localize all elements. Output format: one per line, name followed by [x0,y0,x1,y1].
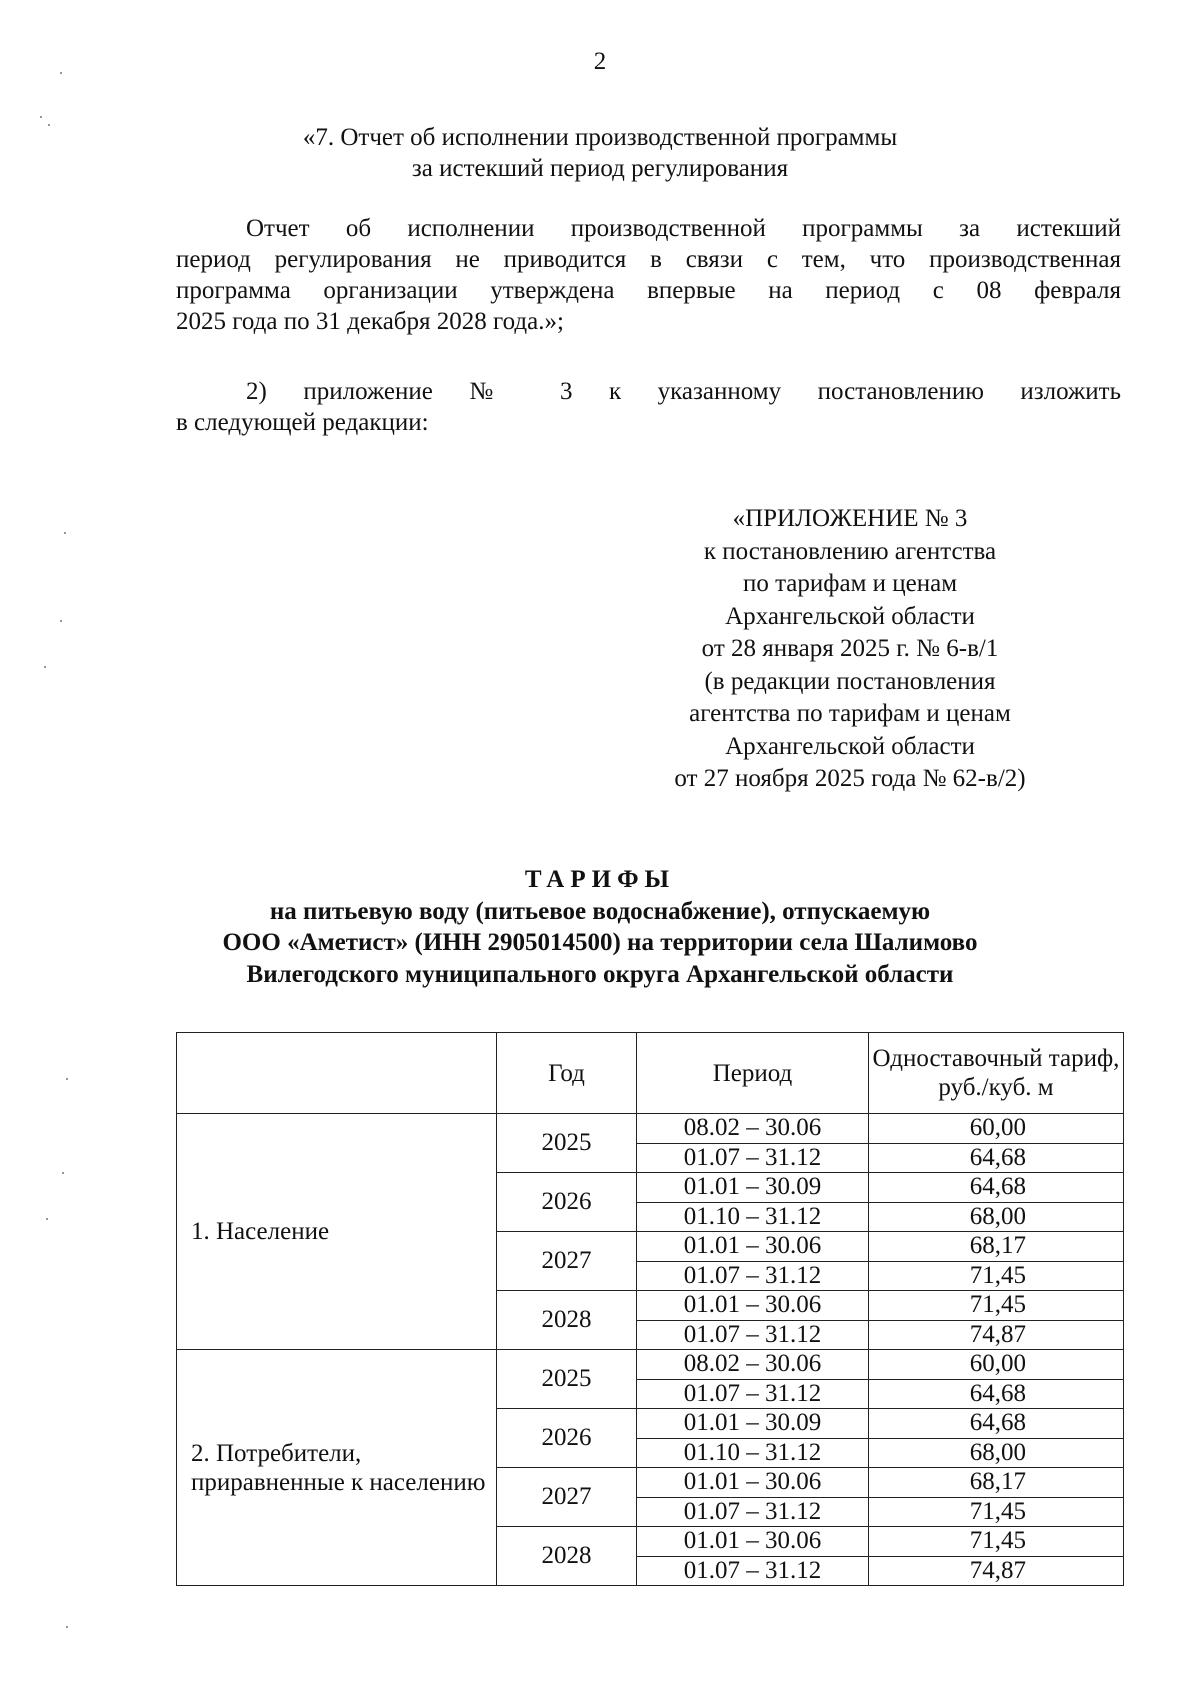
category-cell [177,1114,497,1350]
table-body [177,1114,1124,1586]
year-cell: 2027 [497,1468,637,1527]
appendix-line: Архангельской области [725,732,975,760]
tariff-heading: ТАРИФЫ [524,866,676,893]
header-year: Год [497,1033,637,1114]
year-cell: 2026 [497,1409,637,1468]
tariff-value-cell: 71,45 [869,1497,1124,1527]
scan-speck [48,124,50,126]
appendix-line: (в редакции постановления [704,667,996,695]
paragraph-line: программа организации утверждена впервые на период с 08 февраля [176,277,1121,304]
tariff-value-cell: 68,00 [869,1438,1124,1468]
period-cell: 01.10 – 31.12 [637,1438,869,1468]
tariff-value-cell: 68,17 [869,1232,1124,1262]
page-number: 2 [593,48,607,75]
tariff-value-cell: 71,45 [869,1261,1124,1291]
appendix-line: к постановлению агентства [703,537,997,565]
paragraph-line: 2025 года по 31 декабря 2028 года.»; [176,308,564,335]
paragraph-line: Отчет об исполнении производственной программы за истекший [246,215,1121,242]
period-cell: 01.07 – 31.12 [637,1556,869,1586]
appendix-line: «ПРИЛОЖЕНИЕ № 3 [732,505,968,532]
tariff-value-cell: 64,68 [869,1143,1124,1173]
category-cell [177,1350,497,1586]
header-period: Период [637,1033,869,1114]
header-tariff [869,1033,1124,1114]
paragraph-line: 2) приложение № 3 к указанному постановлению изложить [246,378,1121,405]
appendix-line: по тарифам и ценам [742,570,958,597]
appendix-line: от 28 января 2025 г. № 6-в/1 [701,635,999,662]
tariff-value-cell: 68,17 [869,1468,1124,1498]
header-tariff-line: руб./куб. м [938,1074,1054,1101]
period-cell: 01.01 – 30.06 [637,1232,869,1262]
period-cell: 01.07 – 31.12 [637,1261,869,1291]
period-cell: 01.01 – 30.06 [637,1291,869,1321]
period-cell: 01.01 – 30.06 [637,1468,869,1498]
tariff-value-cell: 60,00 [869,1350,1124,1380]
table-header-row [177,1033,1124,1114]
header-category [177,1033,497,1114]
tariff-value-cell: 74,87 [869,1320,1124,1350]
category-line: 1. Население [191,1218,330,1245]
tariff-value-cell: 60,00 [869,1114,1124,1144]
tariff-title-line: Вилегодского муниципального округа Архангельской области [246,960,954,988]
year-cell: 2026 [497,1173,637,1232]
period-cell: 01.07 – 31.12 [637,1497,869,1527]
category-line: приравненные к населению [191,1468,486,1496]
paragraph-line: период регулирования не приводится в связи с тем, что производственная [176,246,1121,273]
tariff-value-cell: 64,68 [869,1173,1124,1203]
period-cell: 01.07 – 31.12 [637,1379,869,1409]
tariff-value-cell: 74,87 [869,1556,1124,1586]
table-row [177,1114,1124,1144]
amendment-paragraph [176,376,1121,438]
table-row [177,1350,1124,1380]
category-line: 2. Потребители, [191,1439,362,1467]
period-cell: 01.10 – 31.12 [637,1202,869,1232]
paragraph-line: в следующей редакции: [176,409,429,436]
year-cell: 2025 [497,1350,637,1409]
period-cell: 08.02 – 30.06 [637,1350,869,1380]
period-cell: 01.01 – 30.06 [637,1527,869,1557]
header-tariff-line: Одноставочный тариф, [872,1045,1120,1072]
scan-speck [62,1172,64,1174]
tariff-table [176,1032,1124,1586]
scan-speck [66,1626,68,1628]
scan-speck [66,1078,68,1080]
tariff-title [0,864,1200,990]
report-paragraph [176,213,1121,337]
tariff-value-cell: 71,45 [869,1291,1124,1321]
period-cell: 01.07 – 31.12 [637,1320,869,1350]
scan-speck [46,1218,48,1220]
appendix-line: от 27 ноября 2025 года № 62-в/2) [674,765,1026,792]
tariff-value-cell: 68,00 [869,1202,1124,1232]
tariff-value-cell: 64,68 [869,1409,1124,1439]
tariff-title-line: на питьевую воду (питьевое водоснабжение), отпускаемую [269,897,931,925]
appendix-block [640,503,1060,796]
tariff-value-cell: 71,45 [869,1527,1124,1557]
section-heading-line: «7. Отчет об исполнении производственной программы [302,124,898,151]
period-cell: 01.01 – 30.09 [637,1409,869,1439]
appendix-line: агентства по тарифам и ценам [689,700,1011,727]
year-cell: 2028 [497,1527,637,1586]
period-cell: 08.02 – 30.06 [637,1114,869,1144]
tariff-title-line: ООО «Аметист» (ИНН 2905014500) на территории села Шалимово [222,929,978,956]
appendix-line: Архангельской области [725,602,975,630]
section-heading [0,122,1200,184]
scan-speck [60,72,62,74]
year-cell: 2025 [497,1114,637,1173]
tariff-value-cell: 64,68 [869,1379,1124,1409]
scan-speck [40,116,42,118]
period-cell: 01.01 – 30.09 [637,1173,869,1203]
section-heading-line: за истекший период регулирования [411,155,789,182]
scan-speck [64,532,66,534]
period-cell: 01.07 – 31.12 [637,1143,869,1173]
year-cell: 2027 [497,1232,637,1291]
scan-speck [44,666,46,668]
scan-speck [60,620,62,622]
year-cell: 2028 [497,1291,637,1350]
